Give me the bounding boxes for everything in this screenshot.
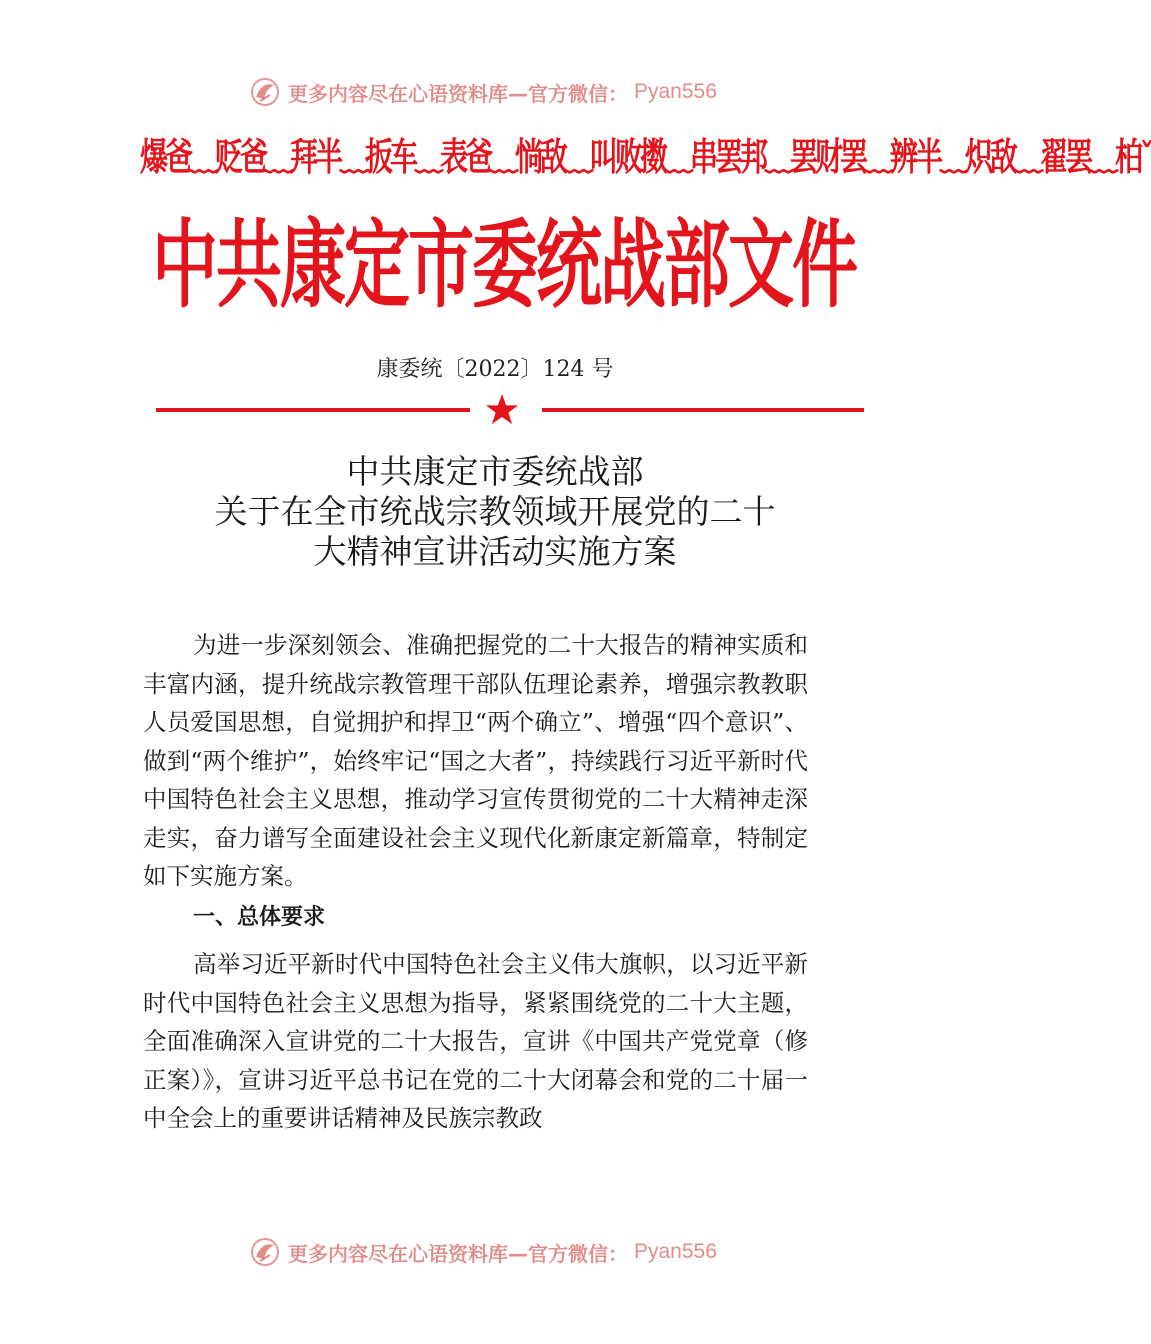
watermark-top [248,72,717,112]
star-icon [486,394,518,424]
watermark-bottom [248,1232,717,1272]
watermark-logo-icon [248,75,282,109]
document-title [120,452,870,572]
section-heading-general-requirements: 一、总体要求 [193,905,326,930]
title-line-1: 中共康定市委统战部 [346,452,644,491]
title-line-3: 大精神宣讲活动实施方案 [313,532,677,571]
document-number: 康委统〔2022〕124 号 [376,357,614,382]
intro-paragraph: 为进一步深刻领会、准确把握党的二十大报告的精神实质和丰富内涵，提升统战宗教管理干部队伍理论素养，增强宗教教职人员爱国思想，自觉拥护和捍卫“两个确立”、增强“四个意识”、做到“两个维护”，始终牢记“国之大者”，持续践行习近平新时代中国特色社会主义思想，推动学习宣传贯彻党的二十大精神走深走实，奋力谱写全面建设社会主义现代化新康定新篇章，特制定如下实施方案。 [143,631,808,890]
watermark-text: 更多内容尽在心语资料库—官方微信： [288,81,628,106]
watermark-wechat-id: Pyan556 [634,1240,717,1263]
watermark-logo-icon [248,1235,282,1269]
watermark-wechat-id: Pyan556 [634,80,717,103]
garbled-header-line: 爆爸﹏贬爸﹏拜半﹏扳车﹏表爸﹏惝敌﹏叫败擞﹏串罢邦﹏罢财罢﹏辨半﹏炽敌﹏翟罢﹏柏ˇ [140,134,1151,180]
general-requirements-paragraph: 高举习近平新时代中国特色社会主义伟大旗帜，以习近平新时代中国特色社会主义思想为指导，紧紧围绕党的二十大主题，全面准确深入宣讲党的二十大报告，宣讲《中国共产党党章（修正案）》，宣讲习近平总书记在党的二十大闭幕会和党的二十届一中全会上的重要讲话精神及民族宗教政 [143,950,808,1132]
divider-left-line [156,408,470,412]
red-divider-with-star [156,392,864,428]
document-masthead: 中共康定市委统战部文件 [152,209,856,322]
watermark-text: 更多内容尽在心语资料库—官方微信： [288,1241,628,1266]
divider-right-line [542,408,864,412]
title-line-2: 关于在全市统战宗教领域开展党的二十 [214,492,776,531]
